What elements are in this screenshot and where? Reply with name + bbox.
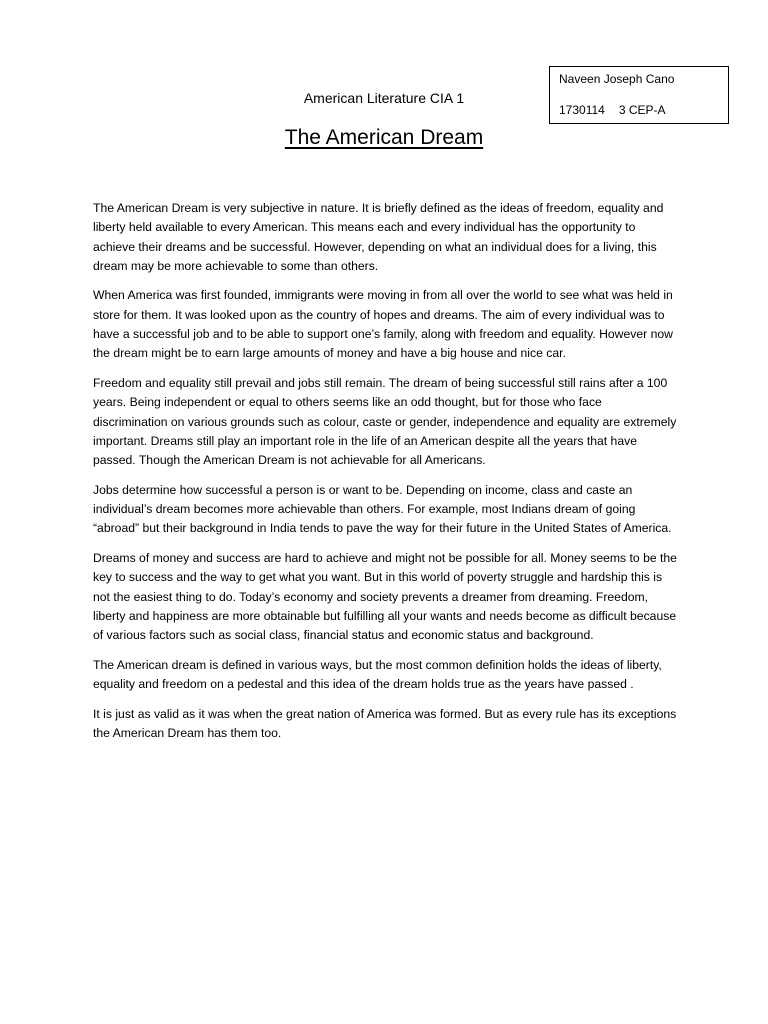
document-title — [150, 126, 618, 150]
class-section: 3 CEP-A — [618, 103, 666, 117]
title-text: The American Dream — [284, 126, 484, 149]
essay-body — [93, 199, 677, 754]
author-id-row — [559, 103, 666, 117]
paragraph: The American Dream is very subjective in nature. It is briefly defined as the ideas of freedom, equality and liberty held available to every American. This means each and every individual has the opportunity to achieve their dreams and be successful. However, depending on what an individual does for a living, this dream may be more achievable to some than others. — [93, 201, 664, 273]
course-heading: American Literature CIA 1 — [303, 90, 465, 106]
author-name: Naveen Joseph Cano — [559, 72, 675, 86]
paragraph: Jobs determine how successful a person is or want to be. Depending on income, class and caste an individual’s dream becomes more achievable than others. For example, most Indians dream of going “abroad” but their background in India tends to pave the way for their future in the United States of America. — [93, 482, 672, 536]
paragraph: It is just as valid as it was when the great nation of America was formed. But as every rule has its exceptions the American Dream has them too. — [93, 706, 677, 740]
student-id: 1730114 — [559, 103, 605, 117]
paragraph: Freedom and equality still prevail and jobs still remain. The dream of being successful still rains after a 100 years. Being independent or equal to others seems like an odd thought, but for those who face discrimination on various grounds such as colour, caste or gender, independence and equality are extremely important. Dreams still play an important role in the life of an American despite all the years that have passed. Though the American Dream is not achievable for all Americans. — [93, 375, 677, 468]
author-info-box — [549, 66, 729, 124]
paragraph: Dreams of money and success are hard to achieve and might not be possible for all. Money seems to be the key to success and the way to get what you want. But in this world of poverty struggle and hardship this is not the easiest thing to do. Today’s economy and society prevents a dreamer from dreaming. Freedom, liberty and happiness are more obtainable but fulfilling all your wants and needs become as difficult because of various factors such as social class, financial status and economic status and background. — [93, 550, 677, 643]
paragraph: When America was first founded, immigrants were moving in from all over the world to see what was held in store for them. It was looked upon as the country of hopes and dreams. The aim of every individual was to have a successful job and to be able to support one’s family, along with freedom and equality. However now the dream might be to earn large amounts of money and have a big house and nice car. — [93, 288, 673, 361]
paragraph: The American dream is defined in various ways, but the most common definition holds the ideas of liberty, equality and freedom on a pedestal and this idea of the dream holds true as the years have passed . — [93, 657, 662, 692]
